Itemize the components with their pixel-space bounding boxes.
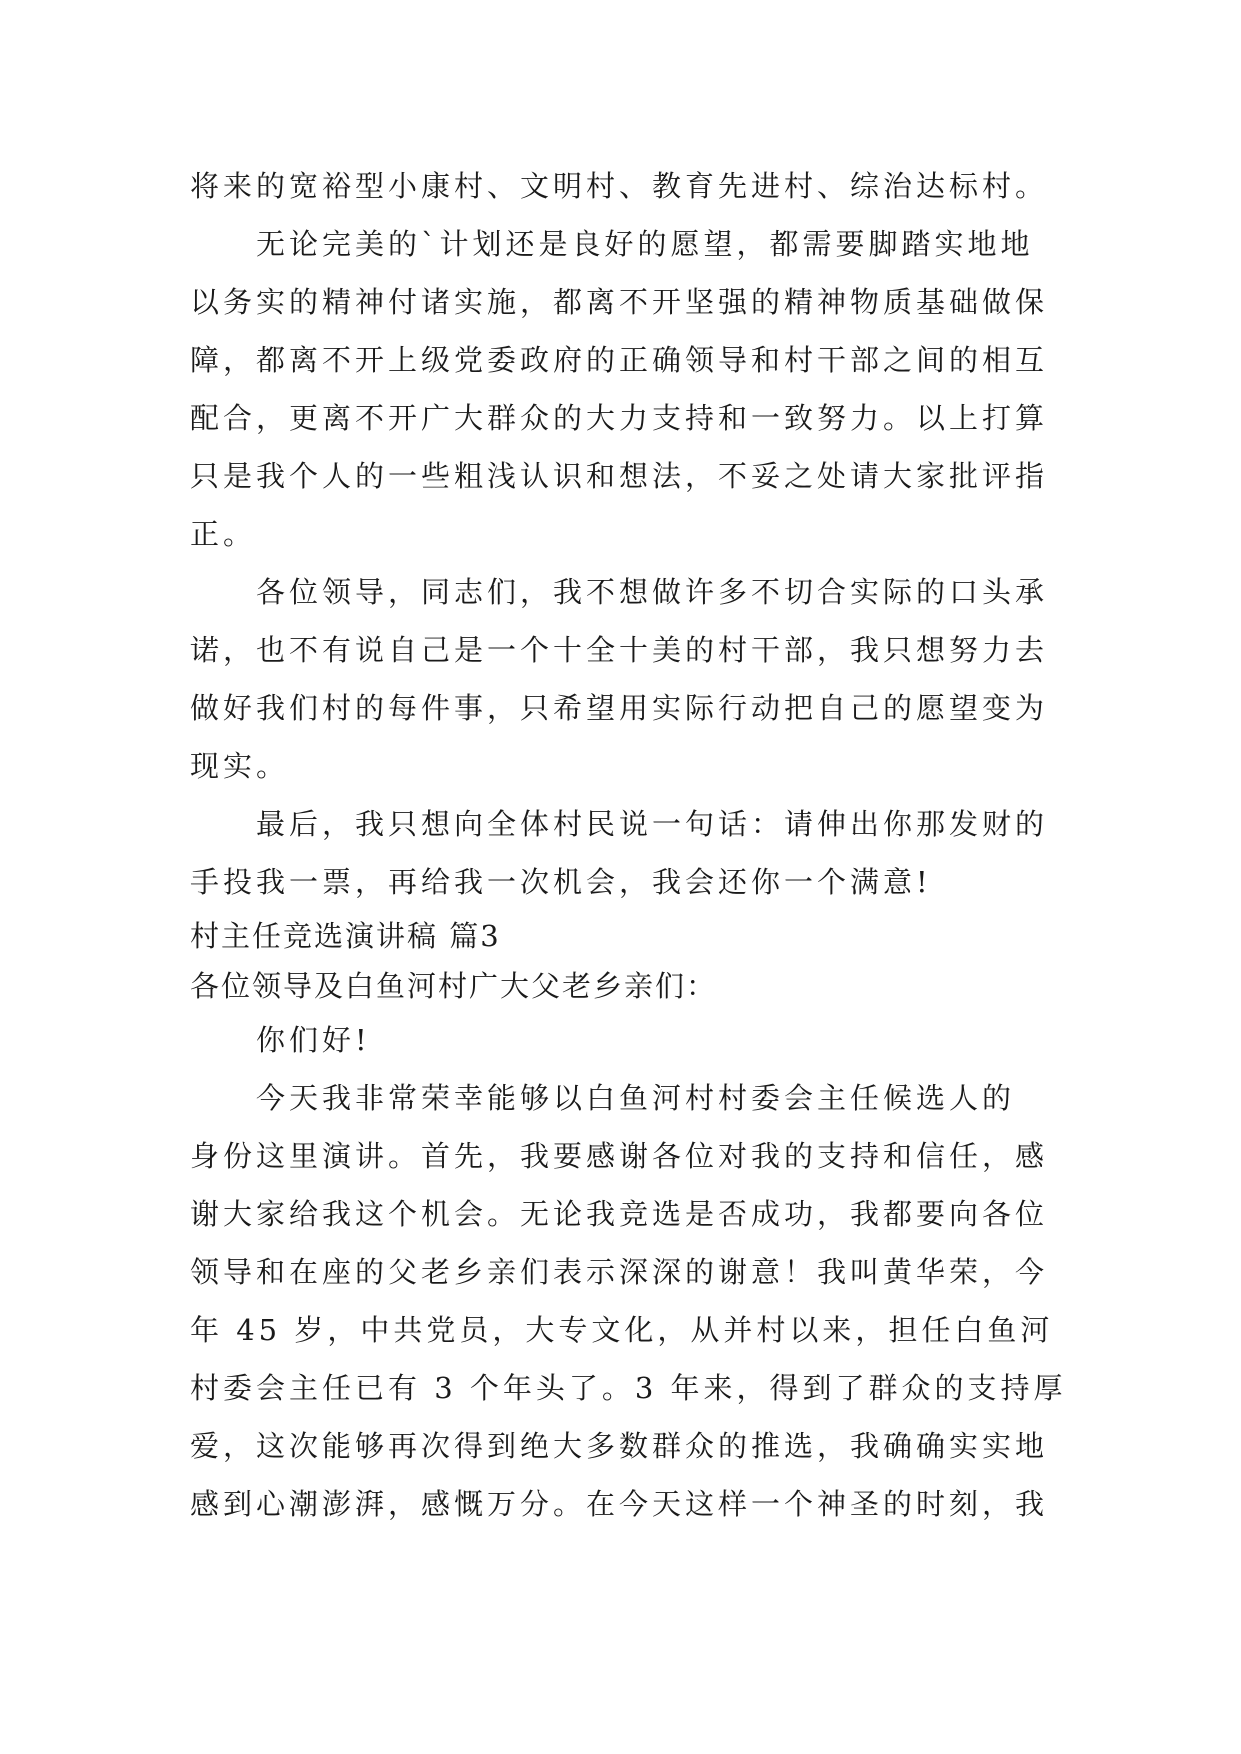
text-line: 村委会主任已有 3 个年头了。3 年来，得到了群众的支持厚	[190, 1371, 1067, 1405]
paragraph-start: 今天我非常荣幸能够以白鱼河村村委会主任候选人的	[256, 1081, 1016, 1115]
text-line: 正。	[190, 517, 257, 551]
text-line: 现实。	[190, 749, 290, 783]
paragraph-start: 最后，我只想向全体村民说一句话：请伸出你那发财的	[256, 807, 1049, 841]
document-body	[190, 157, 1067, 1533]
paragraph-start: 无论完美的`计划还是良好的愿望，都需要脚踏实地地	[256, 227, 1034, 261]
text-line: 爱，这次能够再次得到绝大多数群众的推选，我确确实实地	[190, 1429, 1049, 1463]
text-line: 手投我一票，再给我一次机会，我会还你一个满意!	[190, 865, 932, 899]
text-line: 障，都离不开上级党委政府的正确领导和村干部之间的相互	[190, 343, 1049, 377]
text-line: 诺，也不有说自己是一个十全十美的村干部，我只想努力去	[190, 633, 1049, 667]
text-line: 做好我们村的每件事，只希望用实际行动把自己的愿望变为	[190, 691, 1049, 725]
text-line: 领导和在座的父老乡亲们表示深深的谢意！我叫黄华荣，今	[190, 1255, 1049, 1289]
text-line: 配合，更离不开广大群众的大力支持和一致努力。以上打算	[190, 401, 1049, 435]
text-line: 感到心潮澎湃，感慨万分。在今天这样一个神圣的时刻，我	[190, 1487, 1049, 1521]
text-line: 将来的宽裕型小康村、文明村、教育先进村、综治达标村。	[190, 169, 1049, 203]
salutation: 各位领导及白鱼河村广大父老乡亲们：	[190, 969, 718, 1003]
text-line: 身份这里演讲。首先，我要感谢各位对我的支持和信任，感	[190, 1139, 1049, 1173]
greeting: 你们好!	[256, 1023, 371, 1057]
paragraph-start: 各位领导，同志们，我不想做许多不切合实际的口头承	[256, 575, 1049, 609]
text-line: 谢大家给我这个机会。无论我竞选是否成功，我都要向各位	[190, 1197, 1049, 1231]
section-heading: 村主任竞选演讲稿 篇3	[190, 919, 501, 953]
text-line: 以务实的精神付诸实施，都离不开坚强的精神物质基础做保	[190, 285, 1049, 319]
text-line: 只是我个人的一些粗浅认识和想法，不妥之处请大家批评指	[190, 459, 1049, 493]
text-line: 年 45 岁，中共党员，大专文化，从并村以来，担任白鱼河	[190, 1313, 1054, 1347]
